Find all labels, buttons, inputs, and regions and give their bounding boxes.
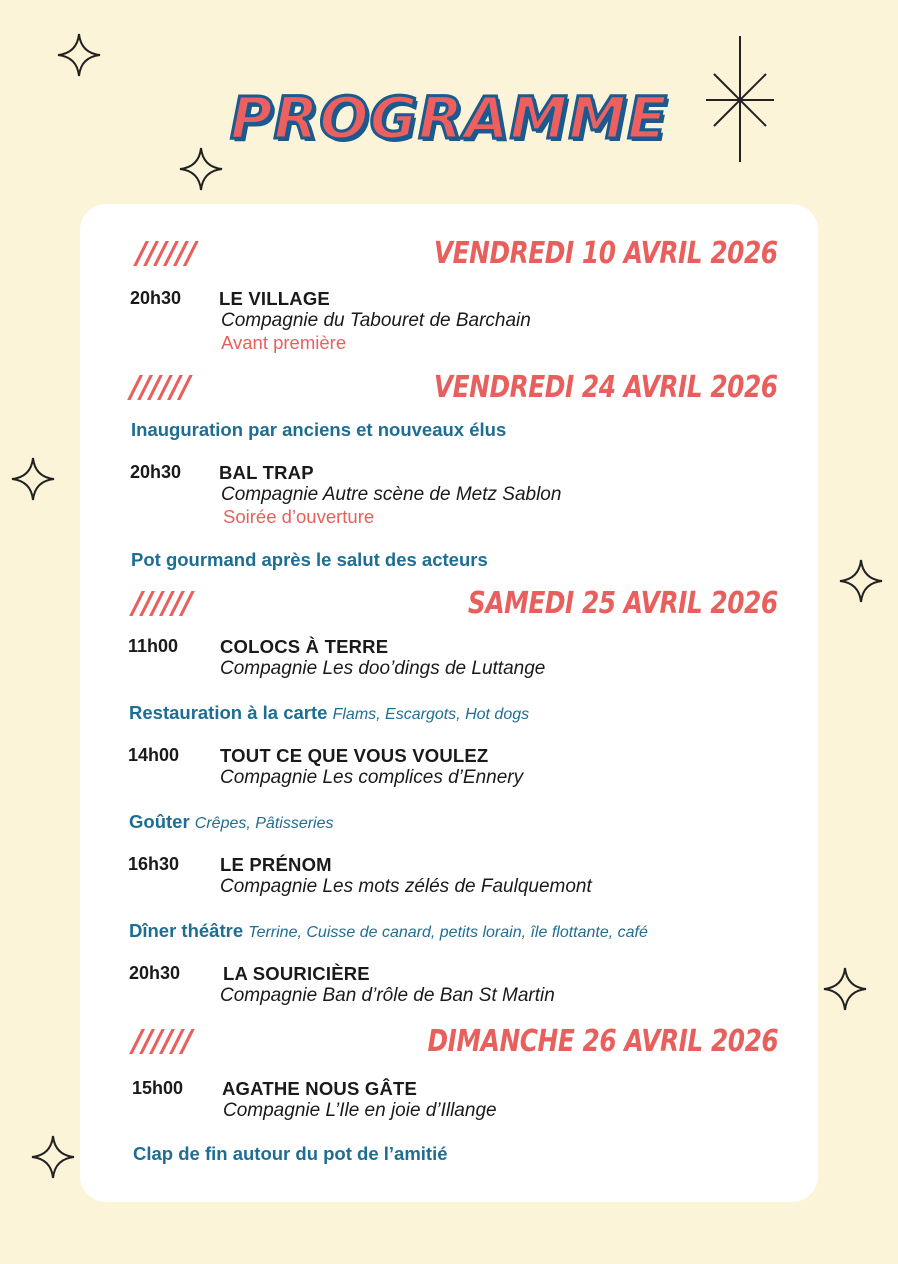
sparkle-icon	[838, 558, 884, 604]
slash-decoration: //////	[132, 586, 192, 621]
day-header	[80, 586, 818, 626]
break-line	[129, 920, 648, 942]
show-time: 16h30	[128, 854, 180, 874]
break-label: Restauration à la carte	[129, 702, 328, 723]
show-time: 15h00	[132, 1078, 184, 1098]
slash-decoration: //////	[136, 236, 196, 271]
show-company: Compagnie Les complices d’Ennery	[220, 767, 524, 788]
info-line: Clap de fin autour du pot de l’amitié	[133, 1143, 448, 1164]
show-title: AGATHE NOUS GÂTE	[222, 1078, 418, 1099]
show-company: Compagnie du Tabouret de Barchain	[221, 310, 531, 331]
break-detail: Flams, Escargots, Hot dogs	[332, 706, 530, 723]
show-time: 20h30	[129, 963, 181, 983]
show-company: Compagnie Les doo’dings de Luttange	[220, 658, 546, 679]
show-title: COLOCS À TERRE	[220, 636, 389, 657]
break-detail: Terrine, Cuisse de canard, petits lorain, île flottante, café	[248, 924, 648, 941]
show-title: LA SOURICIÈRE	[223, 963, 370, 984]
show-time: 14h00	[128, 745, 180, 765]
slash-decoration: //////	[130, 370, 190, 405]
show-company: Compagnie Les mots zélés de Faulquemont	[220, 876, 592, 897]
show-time: 11h00	[128, 636, 179, 656]
sparkle-icon	[30, 1134, 76, 1180]
day-header	[80, 370, 818, 410]
break-label: Goûter	[129, 811, 190, 832]
sparkle-icon	[178, 146, 224, 192]
show-title: BAL TRAP	[219, 462, 314, 483]
page-title: PROGRAMME	[230, 84, 668, 152]
show-time: 20h30	[130, 462, 182, 482]
day-label: VENDREDI 10 AVRIL 2026	[434, 236, 778, 271]
break-label: Dîner théâtre	[129, 920, 244, 941]
show-tag: Soirée d’ouverture	[223, 506, 375, 527]
break-line	[129, 702, 529, 724]
sparkle-icon	[56, 32, 102, 78]
day-label: VENDREDI 24 AVRIL 2026	[434, 370, 778, 405]
show-company: Compagnie L’Ile en joie d’Illange	[223, 1100, 497, 1121]
show-tag: Avant première	[221, 332, 347, 353]
show-title: LE PRÉNOM	[220, 854, 332, 875]
slash-decoration: //////	[132, 1024, 192, 1059]
sparkle-icon	[822, 966, 868, 1012]
break-line	[129, 811, 334, 833]
show-title: TOUT CE QUE VOUS VOULEZ	[220, 745, 489, 766]
show-company: Compagnie Autre scène de Metz Sablon	[221, 484, 562, 505]
show-time: 20h30	[130, 288, 182, 308]
day-label: DIMANCHE 26 AVRIL 2026	[427, 1024, 778, 1059]
day-label: SAMEDI 25 AVRIL 2026	[468, 586, 778, 621]
break-detail: Crêpes, Pâtisseries	[194, 815, 334, 832]
day-header	[80, 1024, 818, 1064]
day-header	[80, 236, 818, 276]
programme-card	[80, 204, 818, 1202]
sparkle-icon	[10, 456, 56, 502]
info-line: Inauguration par anciens et nouveaux élus	[131, 419, 507, 440]
show-company: Compagnie Ban d’rôle de Ban St Martin	[220, 985, 555, 1006]
show-title: LE VILLAGE	[219, 288, 330, 309]
info-line: Pot gourmand après le salut des acteurs	[131, 549, 488, 570]
